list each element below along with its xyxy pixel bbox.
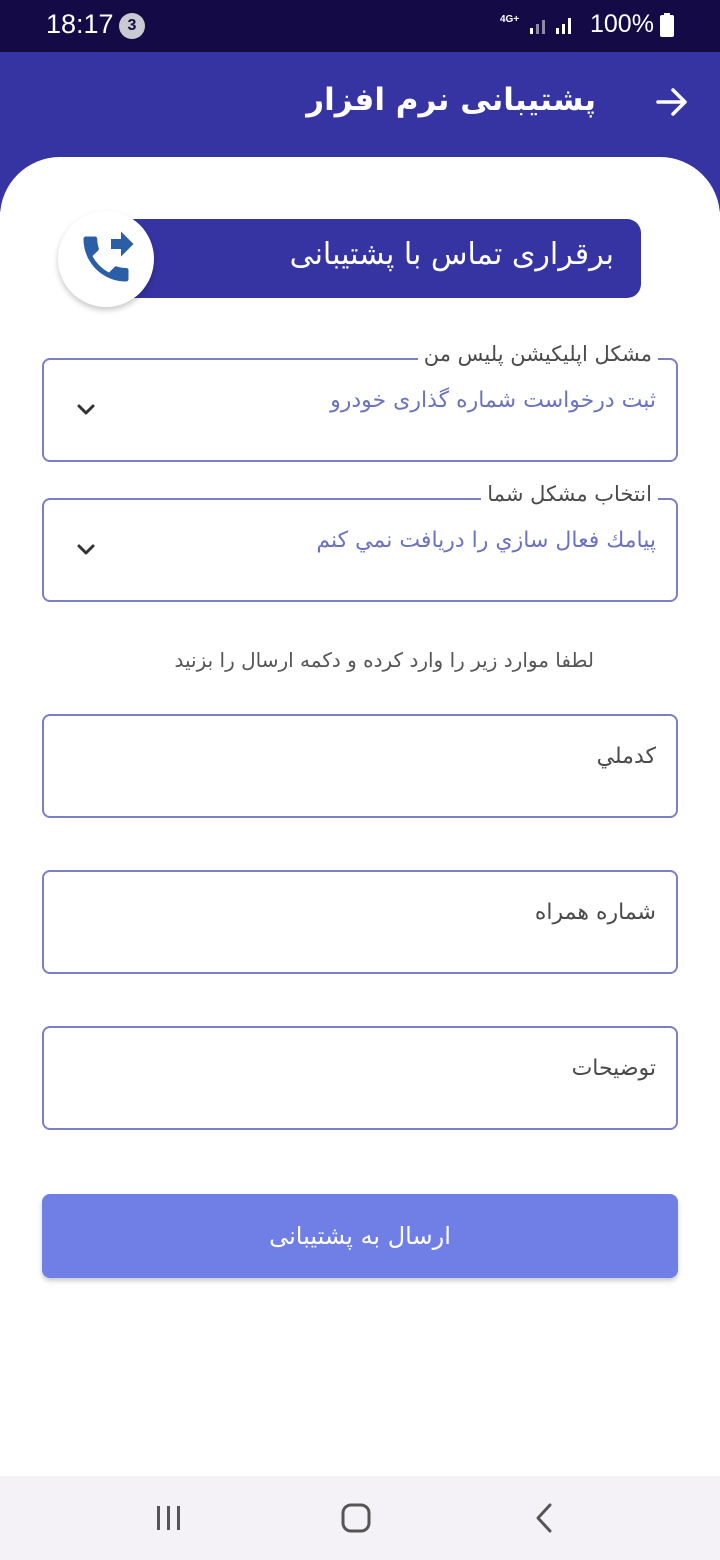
- arrow-right-icon: [655, 87, 689, 117]
- description-input[interactable]: [44, 1028, 676, 1128]
- status-time: 18:17: [46, 9, 114, 39]
- signal-strength-icon: [554, 14, 576, 36]
- back-chevron-icon: [533, 1502, 555, 1534]
- page-title: پشتیبانی نرم افزار: [306, 82, 596, 118]
- status-bar: [0, 0, 720, 52]
- app-problem-label: مشکل اپلیکیشن پلیس من: [418, 342, 658, 366]
- back-button[interactable]: [646, 78, 698, 126]
- call-icon-circle[interactable]: [58, 211, 154, 307]
- description-field-box: [42, 1026, 678, 1130]
- notification-count-badge: 3: [119, 13, 145, 39]
- user-problem-value: پیامك فعال سازي را دريافت نمي كنم: [316, 528, 656, 553]
- instruction-text: لطفا موارد زیر را وارد کرده و دکمه ارسال را بزنید: [174, 648, 594, 672]
- signal-strength-icon: [528, 14, 550, 36]
- system-back-button[interactable]: [514, 1490, 574, 1546]
- mobile-number-input[interactable]: [44, 872, 676, 972]
- call-support-label: برقراری تماس با پشتیبانی: [289, 237, 614, 272]
- home-button[interactable]: [326, 1490, 386, 1546]
- user-problem-select[interactable]: [42, 482, 678, 602]
- phone-forward-icon: [76, 229, 136, 289]
- recent-apps-icon: [154, 1504, 184, 1532]
- app-problem-value: ثبت درخواست شماره گذاری خودرو: [330, 388, 656, 413]
- submit-button[interactable]: ارسال به پشتیبانی: [42, 1194, 678, 1278]
- system-nav-bar: [0, 1476, 720, 1560]
- app-problem-select[interactable]: [42, 342, 678, 462]
- recent-apps-button[interactable]: [139, 1490, 199, 1546]
- national-code-field-box: [42, 714, 678, 818]
- mobile-number-field-box: [42, 870, 678, 974]
- chevron-down-icon: [74, 538, 98, 562]
- chevron-down-icon: [74, 398, 98, 422]
- national-code-input[interactable]: [44, 716, 676, 816]
- battery-icon: [660, 13, 674, 37]
- home-icon: [340, 1502, 372, 1534]
- battery-percentage: 100%: [590, 10, 654, 38]
- network-type-label: 4G+: [500, 14, 520, 25]
- user-problem-label: انتخاب مشکل شما: [481, 482, 658, 506]
